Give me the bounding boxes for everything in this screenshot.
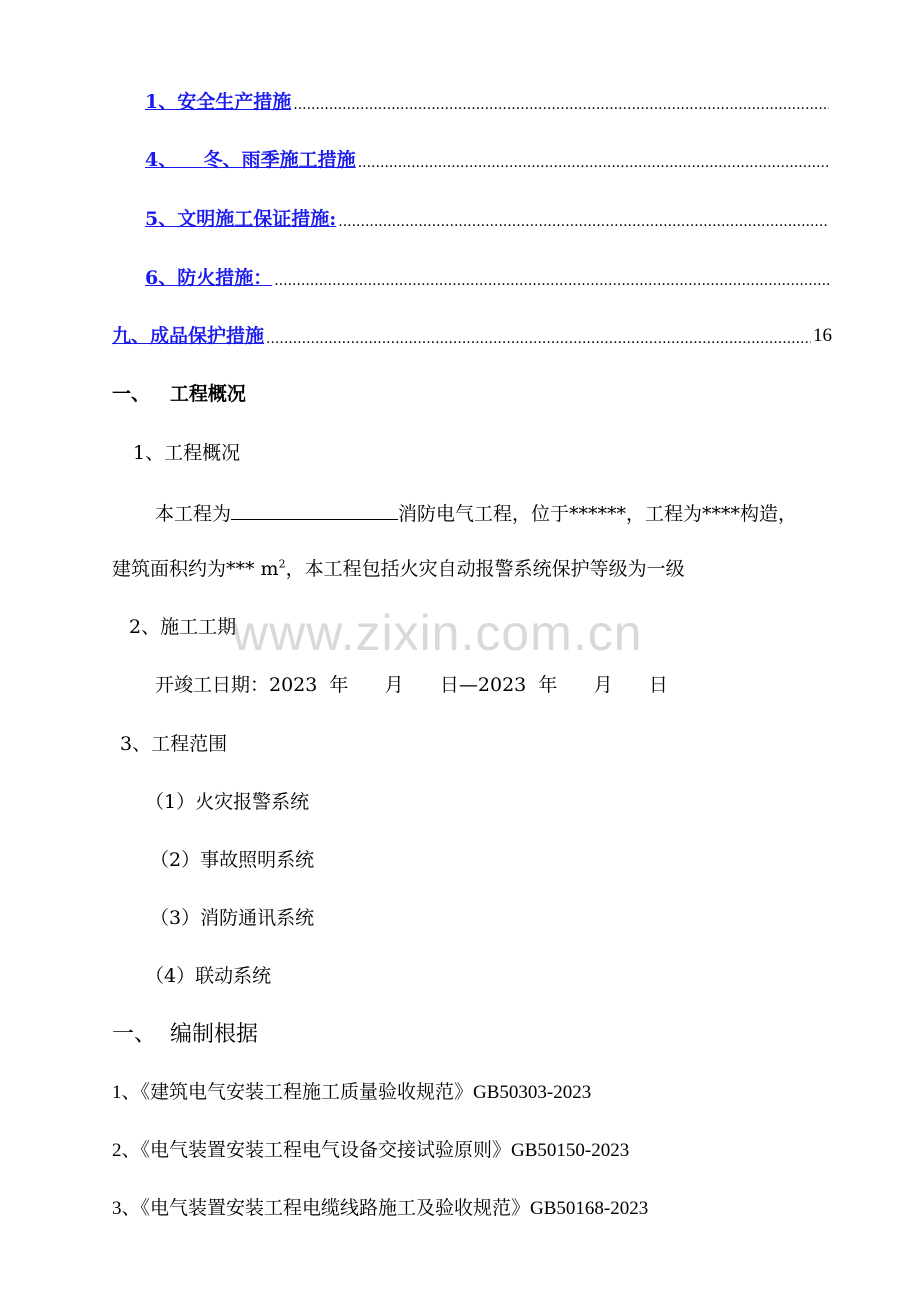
toc-leader xyxy=(274,272,829,290)
toc-leader xyxy=(338,213,829,231)
toc-link[interactable]: 1、安全生产措施 xyxy=(145,91,292,113)
paragraph-text: 建筑面积约为*** m xyxy=(112,558,279,580)
toc-leader xyxy=(293,96,829,114)
toc-leader xyxy=(266,330,811,348)
paragraph-text: ，本工程包括火灾自动报警系统保护等级为一级 xyxy=(285,558,685,580)
dates-line: 开竣工日期：2023 年 月 日—2023 年 月 日 xyxy=(155,674,668,696)
toc-entry[interactable] xyxy=(145,148,831,172)
toc-entry[interactable] xyxy=(145,207,831,231)
reference-item: 1、《建筑电气安装工程施工质量验收规范》GB50303-2023 xyxy=(112,1082,592,1103)
scope-item: （1）火灾报警系统 xyxy=(145,791,310,813)
toc-entry[interactable] xyxy=(145,90,831,114)
section-heading: 一、 编制根据 xyxy=(112,1022,258,1047)
blank-field xyxy=(231,499,398,520)
toc-leader xyxy=(358,154,829,172)
paragraph-text: 本工程为 xyxy=(155,503,232,525)
reference-item: 2、《电气装置安装工程电气设备交接试验原则》GB50150-2023 xyxy=(112,1140,630,1161)
watermark: www.zixin.com.cn xyxy=(232,605,643,661)
subheading: 2、施工工期 xyxy=(129,616,237,638)
toc-page: 16 xyxy=(813,325,832,346)
reference-item: 3、《电气装置安装工程电缆线路施工及验收规范》GB50168-2023 xyxy=(112,1198,649,1219)
superscript: 2 xyxy=(278,557,286,571)
scope-item: （4）联动系统 xyxy=(145,965,272,987)
paragraph xyxy=(112,557,685,581)
toc-entry[interactable] xyxy=(112,324,832,348)
subheading: 3、工程范围 xyxy=(120,733,228,755)
toc-entry[interactable] xyxy=(145,266,831,290)
section-heading: 一、 工程概况 xyxy=(112,383,246,405)
toc-link[interactable]: 5、文明施工保证措施: xyxy=(145,208,337,230)
paragraph-text: 消防电气工程，位于******，工程为****构造， xyxy=(398,503,798,525)
toc-link[interactable]: 6、防火措施： xyxy=(145,267,273,289)
subheading: 1、工程概况 xyxy=(133,442,241,464)
toc-link[interactable]: 4、 冬、雨季施工措施 xyxy=(145,149,356,171)
paragraph xyxy=(155,499,797,526)
scope-item: （3）消防通讯系统 xyxy=(150,907,315,929)
toc-link[interactable]: 九、成品保护措施 xyxy=(112,325,265,347)
scope-item: （2）事故照明系统 xyxy=(150,849,315,871)
